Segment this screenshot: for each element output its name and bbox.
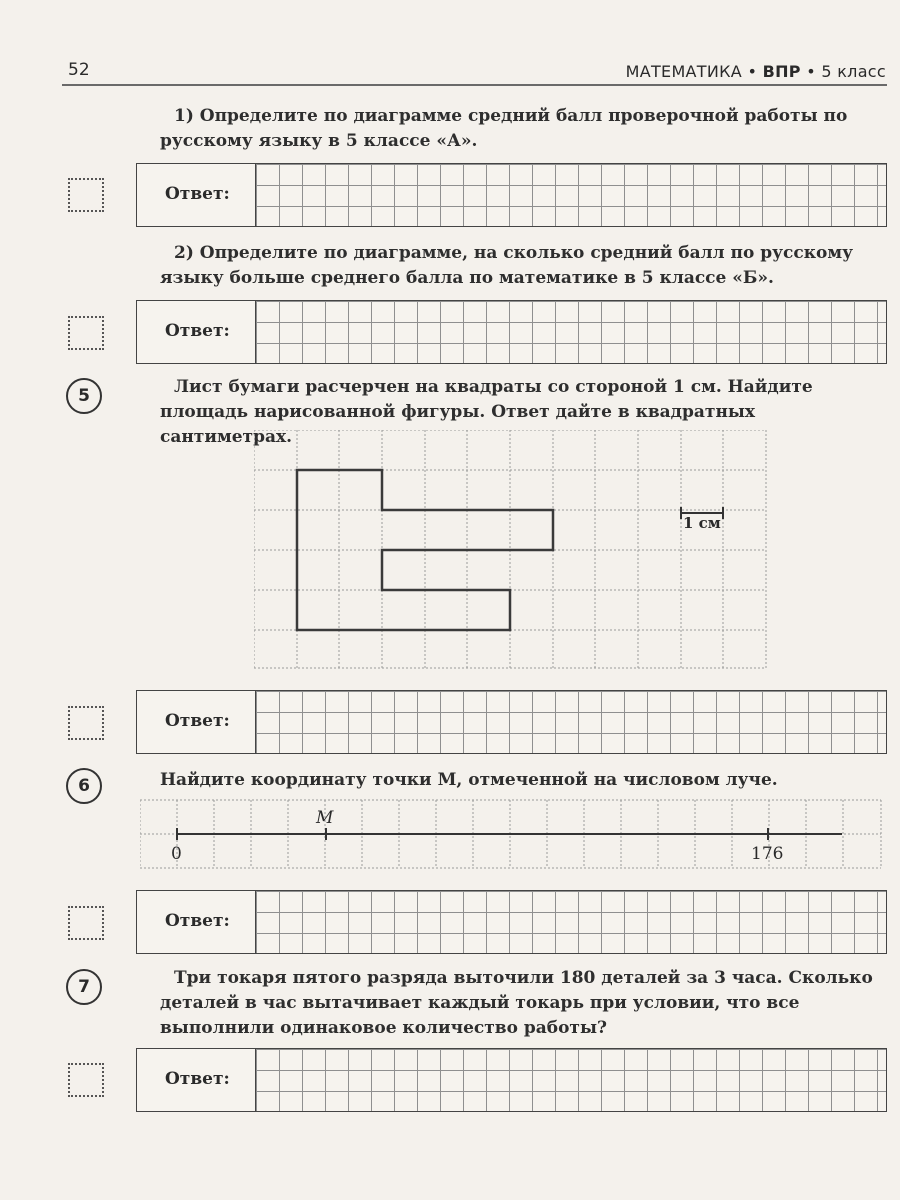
answer-box-task6[interactable] — [136, 890, 887, 954]
answer-label: Ответ: — [165, 711, 230, 731]
answer-box-task5[interactable] — [136, 690, 887, 754]
answer-label: Ответ: — [165, 1069, 230, 1089]
subject-title: МАТЕМАТИКА — [625, 62, 743, 81]
end-value-label: 176 — [751, 844, 784, 864]
score-box-task6[interactable] — [68, 906, 104, 940]
scale-label: 1 см — [683, 514, 721, 532]
origin-label: 0 — [171, 844, 182, 864]
task-6-number: 6 — [66, 768, 102, 804]
task-7-text — [160, 966, 890, 1041]
answer-grid[interactable] — [255, 164, 886, 226]
score-box-task5[interactable] — [68, 706, 104, 740]
exam-title: ВПР — [762, 62, 801, 81]
question-1-body: 1) Определите по диаграмме средний балл проверочной работы по русскому языку в 5 классе «А». — [160, 106, 848, 151]
number-ray — [140, 798, 882, 870]
task-7-body: Три токаря пятого разряда выточили 180 деталей за 3 часа. Сколько деталей в час вытачивает каждый токарь при условии, что все выполнили одинаковое количество работы? — [160, 968, 873, 1038]
score-box-q2[interactable] — [68, 316, 104, 350]
grade-label: 5 класс — [821, 62, 886, 81]
score-box-task7[interactable] — [68, 1063, 104, 1097]
task-6-text — [160, 768, 890, 793]
answer-label: Ответ: — [165, 321, 230, 341]
header-bullet: • — [747, 62, 758, 81]
question-2-body: 2) Определите по диаграмме, на сколько средний балл по русскому языку больше среднего балла по математике в 5 классе «Б». — [160, 243, 853, 288]
answer-grid[interactable] — [255, 691, 886, 753]
grid-figure — [254, 430, 768, 670]
score-box-q1[interactable] — [68, 178, 104, 212]
answer-label: Ответ: — [165, 911, 230, 931]
header-rule — [62, 84, 887, 86]
answer-box-q2[interactable] — [136, 300, 887, 364]
header-bullet-2: • — [806, 62, 816, 81]
answer-grid[interactable] — [255, 1049, 886, 1111]
answer-grid[interactable] — [255, 301, 886, 363]
answer-box-q1[interactable] — [136, 163, 887, 227]
task-5-number: 5 — [66, 378, 102, 414]
page-number: 52 — [68, 60, 90, 80]
question-2-text — [160, 241, 890, 291]
task-6-body: Найдите координату точки M, отмеченной на числовом луче. — [160, 770, 778, 790]
answer-box-task7[interactable] — [136, 1048, 887, 1112]
task-5-body: Лист бумаги расчерчен на квадраты со стороной 1 см. Найдите площадь нарисованной фигуры. Ответ дайте в квадратных сантиметрах. — [160, 377, 813, 447]
task-7-number: 7 — [66, 969, 102, 1005]
question-1-text — [160, 104, 890, 154]
point-m-label: M — [316, 808, 334, 828]
answer-label: Ответ: — [165, 184, 230, 204]
answer-grid[interactable] — [255, 891, 886, 953]
running-header — [626, 62, 886, 81]
